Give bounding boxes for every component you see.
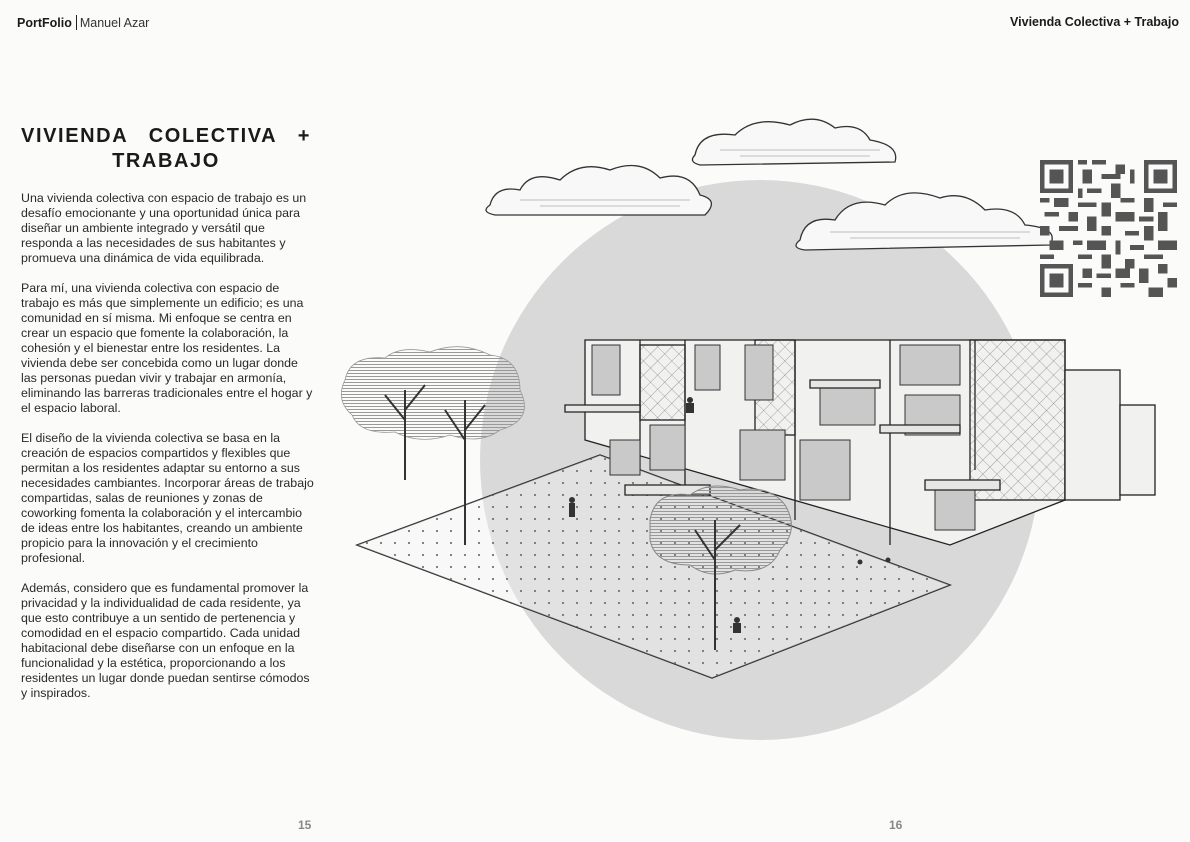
portfolio-header (17, 15, 149, 30)
page-number-left: 15 (298, 818, 312, 832)
page-number-right: 16 (889, 818, 903, 832)
paragraph-4: Además, considero que es fundamental promover la privacidad y la individualidad de cada residente, ya que esto contribuye a un sentido de pertenencia y comodidad en el espacio compartido. Cada unidad habitacional debe diseñarse con un enfoque en la funcionalidad y la estética, proporcionando a los residentes un lugar donde puedan sentirse cómodos y inspirados. (21, 581, 310, 700)
page-title: VIVIENDA COLECTIVA + TRABAJO (21, 125, 311, 172)
author-name: Manuel Azar (79, 15, 150, 30)
qr-code[interactable] (1040, 160, 1177, 297)
body-text (21, 191, 317, 716)
paragraph-3: El diseño de la vivienda colectiva se basa en la creación de espacios compartidos y flexibles que permitan a los residentes adaptar su entorno a sus necesidades cambiantes. Incorporar áreas de trabajo compartidas, salas de reuniones y zonas de coworking fomenta la colaboración y el intercambio de ideas entre los habitantes, creando un ambiente propicio para la innovación y el crecimiento profesional. (21, 431, 314, 565)
paragraph-1: Una vivienda colectiva con espacio de trabajo es un desafío emocionante y una oportunidad única para diseñar un ambiente integrado y versátil que responda a las necesidades de sus habitantes y promueva una dinámica de vida equilibrada. (21, 191, 307, 265)
paragraph-2: Para mí, una vivienda colectiva con espacio de trabajo es más que simplemente un edificio; es una comunidad en sí misma. Mi enfoque se centra en crear un espacio que fomente la colaboración, la cohesión y el bienestar entre los residentes. La vivienda debe ser concebida como un lugar donde las personas puedan vivir y trabajar en armonía, eliminando las barreras tradicionales entre el hogar y el espacio laboral. (21, 281, 313, 415)
portfolio-brand: PortFolio (17, 15, 72, 30)
header-divider (76, 15, 77, 30)
section-title: Vivienda Colectiva + Trabajo (1010, 15, 1179, 29)
